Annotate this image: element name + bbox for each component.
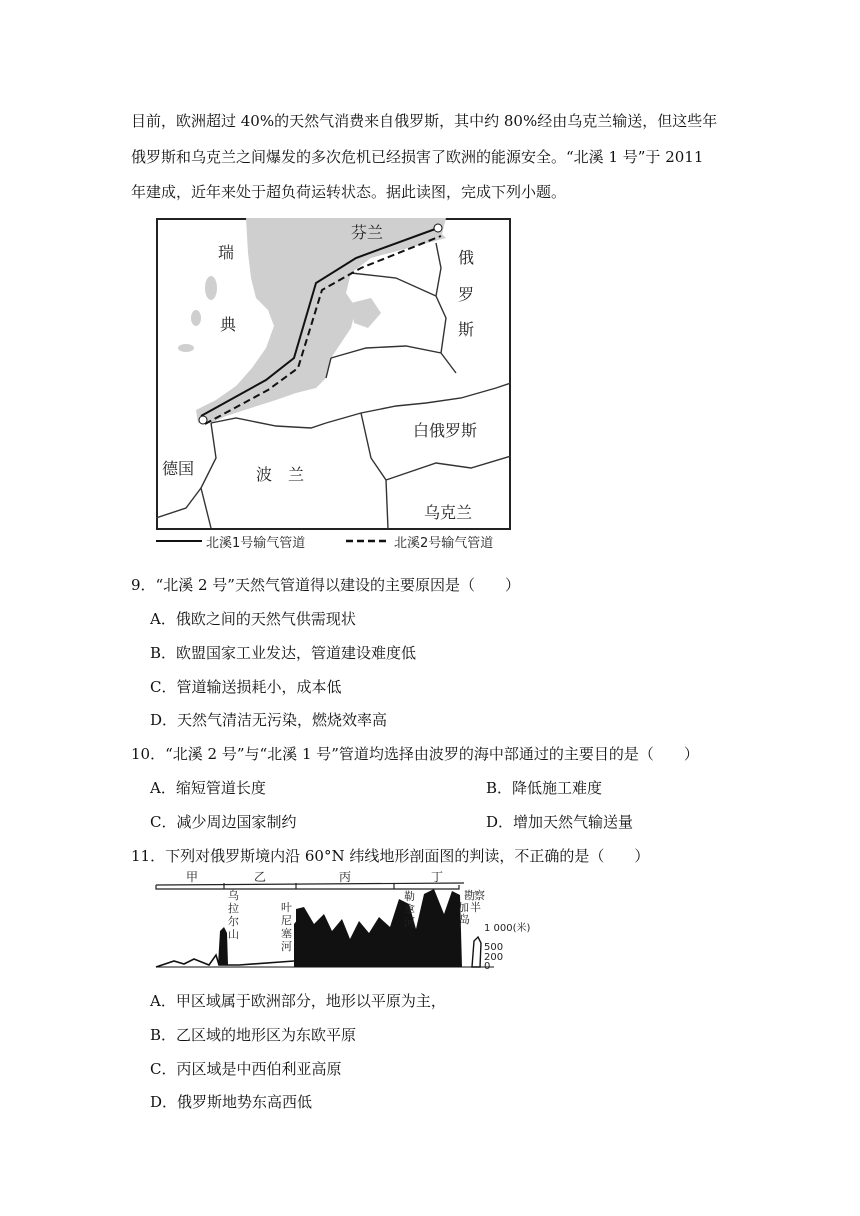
question-11-stem: 11．下列对俄罗斯境内沿 60°N 纬线地形剖面图的判读，不正确的是（ ） xyxy=(131,847,650,865)
ural-2: 拉 xyxy=(228,902,239,915)
scale-0: 0 xyxy=(484,961,491,972)
ural-4: 山 xyxy=(228,928,239,941)
label-russia-1: 俄 xyxy=(458,248,475,267)
q10-option-c[interactable]: C．减少周边国家制约 xyxy=(150,813,297,831)
label-belarus: 白俄罗斯 xyxy=(413,421,478,440)
legend-ns2: 北溪2号输气管道 xyxy=(394,536,494,551)
q11-option-a[interactable]: A．甲区域属于欧洲部分，地形以平原为主， xyxy=(150,992,446,1010)
intro-paragraph xyxy=(131,104,741,211)
baltic-pipeline-map xyxy=(156,218,511,530)
q11-option-c[interactable]: C．丙区域是中西伯利亚高原 xyxy=(150,1060,342,1078)
label-russia-3: 斯 xyxy=(458,320,475,339)
yenisei-1: 叶 xyxy=(281,901,292,914)
terrain-profile-60n xyxy=(154,869,534,975)
intro-line-1: 目前，欧洲超过 40%的天然气消费来自俄罗斯，其中约 80%经由乌克兰输送，但这些年 xyxy=(131,112,718,130)
region-jia: 甲 xyxy=(186,870,199,884)
label-germany: 德国 xyxy=(162,459,195,478)
kam-3: 加 xyxy=(458,901,469,914)
intro-line-2: 俄罗斯和乌克兰之间爆发的多次危机已经损害了欧洲的能源安全。“北溪 1 号”于 2011 xyxy=(131,147,704,166)
scale-1000: 1 000(米) xyxy=(484,923,531,934)
yenisei-2: 尼 xyxy=(281,914,292,927)
q10-option-d[interactable]: D．增加天然气输送量 xyxy=(486,813,634,831)
lena-1: 勒 xyxy=(404,890,415,903)
yenisei-3: 塞 xyxy=(281,927,292,940)
map-legend xyxy=(156,530,516,552)
q11-option-b[interactable]: B．乙区域的地形区为东欧平原 xyxy=(150,1026,357,1044)
q10-option-a[interactable]: A．缩短管道长度 xyxy=(150,779,266,797)
question-10-stem: 10．“北溪 2 号”与“北溪 1 号”管道均选择由波罗的海中部通过的主要目的是（ ） xyxy=(131,745,699,763)
kam-5: 岛 xyxy=(459,913,470,926)
kam-4: 半 xyxy=(470,901,481,914)
label-sweden-1: 瑞 xyxy=(218,243,235,262)
region-bing: 丙 xyxy=(339,870,352,884)
scale-500: 500 xyxy=(484,942,504,953)
region-yi: 乙 xyxy=(254,870,267,884)
scale-200: 200 xyxy=(484,952,504,963)
question-9-stem: 9．“北溪 2 号”天然气管道得以建设的主要原因是（ ） xyxy=(131,576,520,594)
q9-option-d[interactable]: D．天然气清洁无污染，燃烧效率高 xyxy=(150,711,388,729)
label-sweden-2: 典 xyxy=(220,315,237,334)
lena-3: 河 xyxy=(404,916,415,929)
intro-line-3: 年建成，近年来处于超负荷运转状态。据此读图，完成下列小题。 xyxy=(131,183,567,201)
label-russia-2: 罗 xyxy=(458,285,475,304)
ural-3: 尔 xyxy=(228,915,239,928)
q10-option-b[interactable]: B．降低施工难度 xyxy=(486,779,603,797)
kam-1: 勘 xyxy=(464,889,475,902)
q9-option-a[interactable]: A．俄欧之间的天然气供需现状 xyxy=(150,610,356,628)
legend-ns1: 北溪1号输气管道 xyxy=(206,536,306,551)
q9-option-b[interactable]: B．欧盟国家工业发达，管道建设难度低 xyxy=(150,644,417,662)
label-finland: 芬兰 xyxy=(351,223,384,242)
ural-1: 乌 xyxy=(228,889,239,902)
label-poland: 波 兰 xyxy=(256,465,305,484)
yenisei-4: 河 xyxy=(281,940,292,953)
q11-option-d[interactable]: D．俄罗斯地势东高西低 xyxy=(150,1093,313,1111)
label-ukraine: 乌克兰 xyxy=(424,503,473,522)
kam-2: 察 xyxy=(474,889,485,902)
lena-2: 拿 xyxy=(404,903,415,916)
q9-option-c[interactable]: C．管道输送损耗小，成本低 xyxy=(150,678,342,696)
region-ding: 丁 xyxy=(431,870,444,884)
